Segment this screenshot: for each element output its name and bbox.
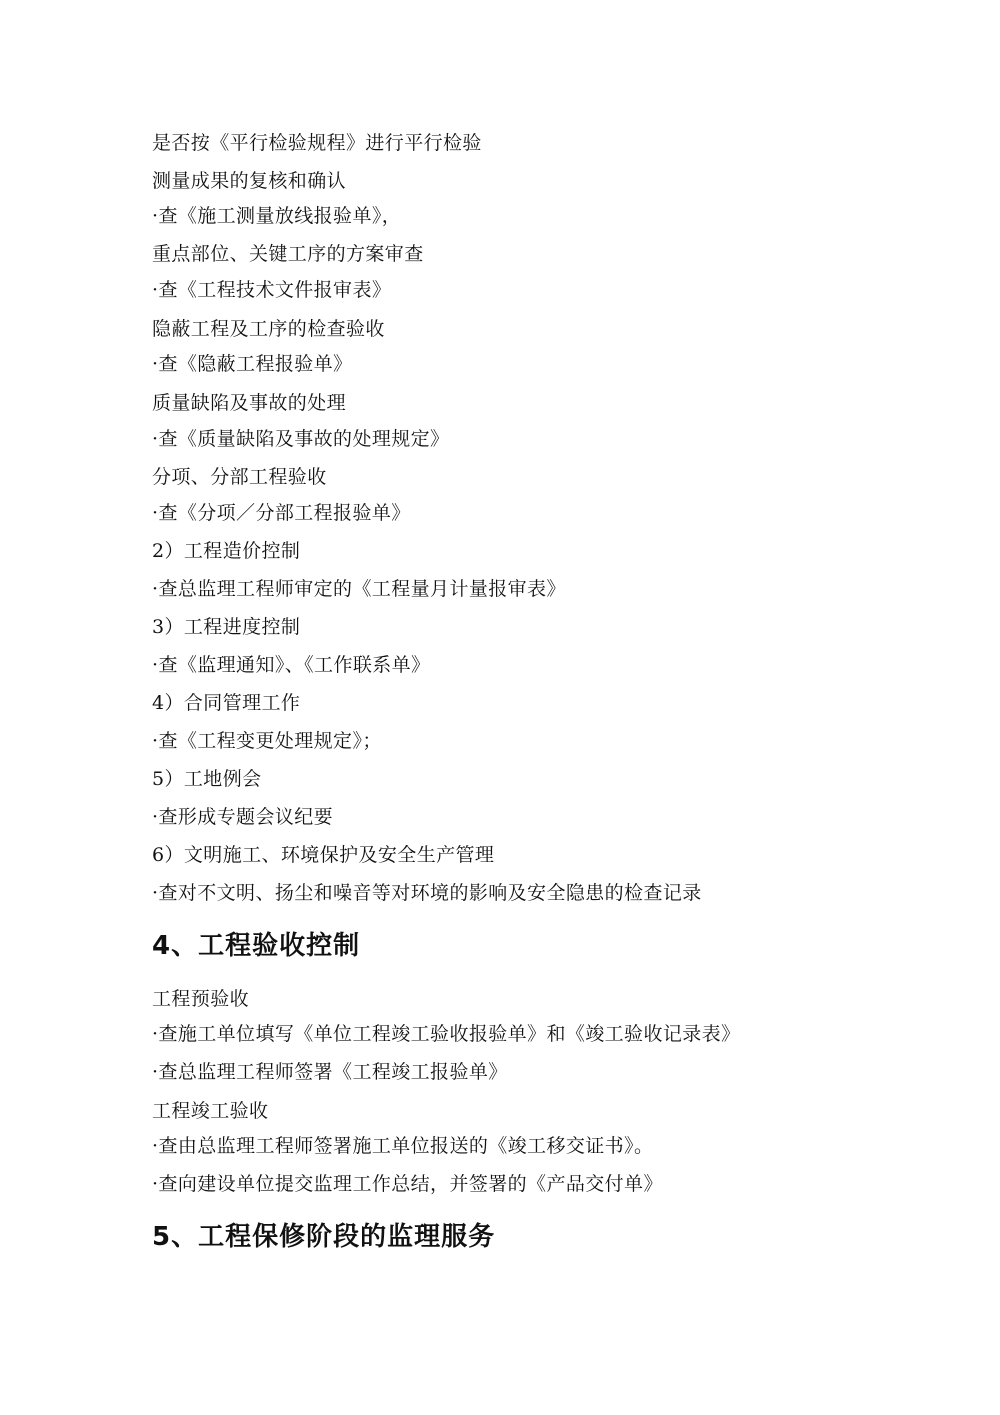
text-line: 5）工地例会 (152, 768, 262, 790)
text-line: 3）工程进度控制 (152, 616, 301, 638)
text-line: ·查总监理工程师审定的《工程量月计量报审表》 (152, 578, 566, 600)
text-line: ·查《工程变更处理规定》； (152, 730, 382, 752)
text-line: ·查由总监理工程师签署施工单位报送的《竣工移交证书》。 (152, 1135, 654, 1157)
text-line: 质量缺陷及事故的处理 (152, 392, 347, 414)
text-line: ·查《施工测量放线报验单》， (152, 205, 402, 227)
text-line: ·查总监理工程师签署《工程竣工报验单》 (152, 1061, 508, 1083)
text-line: 是否按《平行检验规程》进行平行检验 (152, 132, 482, 154)
text-line: ·查《工程技术文件报审表》 (152, 279, 392, 301)
text-line: ·查对不文明、扬尘和噪音等对环境的影响及安全隐患的检查记录 (152, 882, 702, 904)
text-line: ·查向建设单位提交监理工作总结，并签署的《产品交付单》 (152, 1173, 663, 1195)
text-line: ·查《监理通知》、《工作联系单》 (152, 654, 431, 676)
text-line: ·查《质量缺陷及事故的处理规定》 (152, 428, 450, 450)
text-line: ·查《分项／分部工程报验单》 (152, 502, 411, 524)
text-line: ·查施工单位填写《单位工程竣工验收报验单》和《竣工验收记录表》 (152, 1023, 741, 1045)
text-line: 工程预验收 (152, 988, 250, 1010)
text-line: 4）合同管理工作 (152, 692, 301, 714)
section-heading: 4、工程验收控制 (152, 931, 361, 961)
text-line: 隐蔽工程及工序的检查验收 (152, 318, 385, 340)
text-line: 2）工程造价控制 (152, 540, 301, 562)
text-line: 重点部位、关键工序的方案审查 (152, 243, 424, 265)
text-line: ·查《隐蔽工程报验单》 (152, 353, 353, 375)
text-line: ·查形成专题会议纪要 (152, 806, 334, 828)
text-line: 6）文明施工、环境保护及安全生产管理 (152, 844, 495, 866)
text-line: 工程竣工验收 (152, 1100, 269, 1122)
text-line: 分项、分部工程验收 (152, 466, 327, 488)
text-line: 测量成果的复核和确认 (152, 170, 347, 192)
section-heading: 5、工程保修阶段的监理服务 (152, 1222, 496, 1252)
